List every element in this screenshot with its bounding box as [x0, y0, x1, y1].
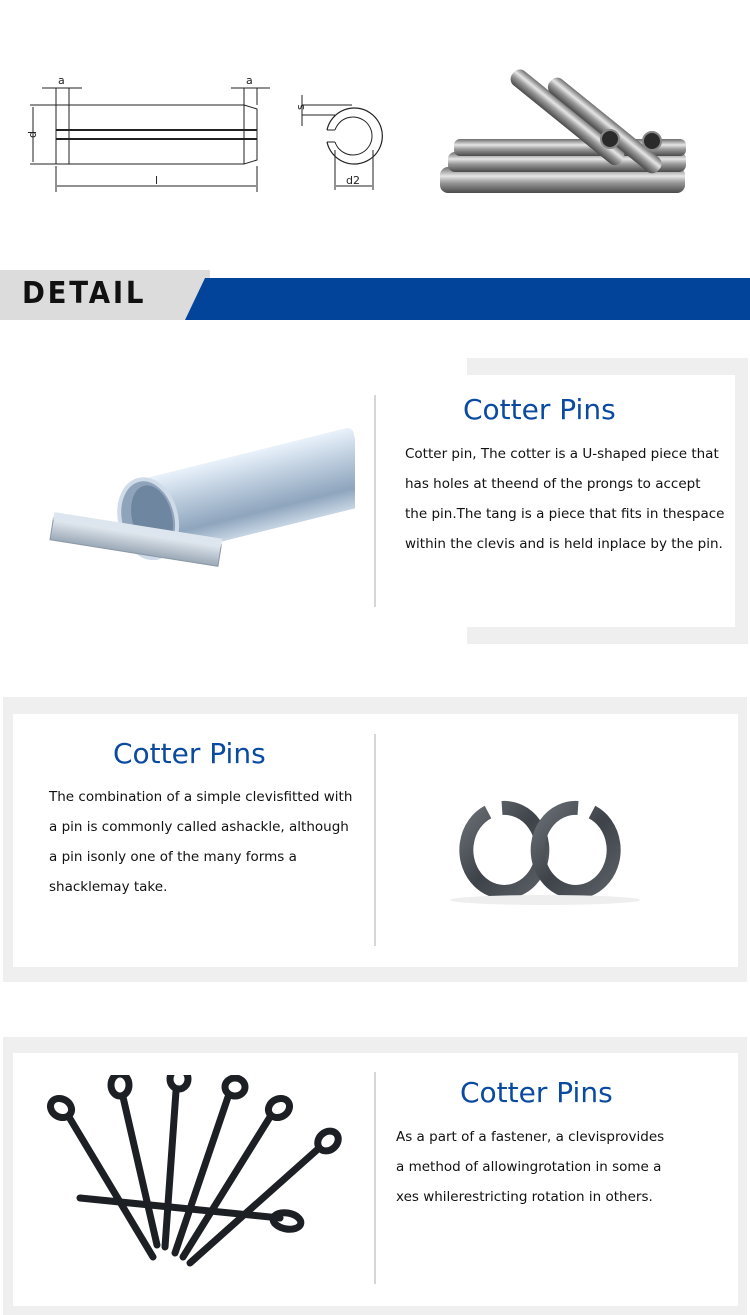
- section-title: Cotter Pins: [460, 1076, 613, 1109]
- section-description: The combination of a simple clevisfitted with a pin is commonly called ashackle, although a pin isonly one of the many forms a shacklemay take.: [49, 789, 353, 895]
- section-divider: [374, 1072, 376, 1284]
- banner-title: DETAIL: [22, 276, 147, 311]
- svg-text:d: d: [26, 131, 39, 138]
- slotted-sleeve-and-key-photo: [35, 395, 355, 580]
- section-divider: [374, 395, 376, 607]
- svg-text:a: a: [58, 74, 65, 87]
- section-description: As a part of a fastener, a clevisprovides a method of allowingrotation in some a xes whilerestricting rotation in others.: [396, 1129, 665, 1205]
- spring-pins-photo: [430, 55, 700, 215]
- black-cotter-pins-photo: [35, 1075, 345, 1280]
- split-rings-photo: [430, 790, 660, 910]
- svg-text:s: s: [294, 104, 307, 110]
- detail-banner: [0, 270, 750, 320]
- section-title: Cotter Pins: [463, 393, 616, 426]
- svg-text:l: l: [155, 174, 159, 187]
- svg-text:a: a: [246, 74, 253, 87]
- section-divider: [374, 734, 376, 946]
- spring-pin-technical-drawing: [0, 60, 400, 210]
- section-description: Cotter pin, The cotter is a U-shaped piece that has holes at theend of the prongs to accept the pin.The tang is a piece that fits in thespace within the clevis and is held inplace by the pin.: [405, 446, 725, 552]
- svg-text:d2: d2: [346, 174, 360, 187]
- section-title: Cotter Pins: [113, 737, 266, 770]
